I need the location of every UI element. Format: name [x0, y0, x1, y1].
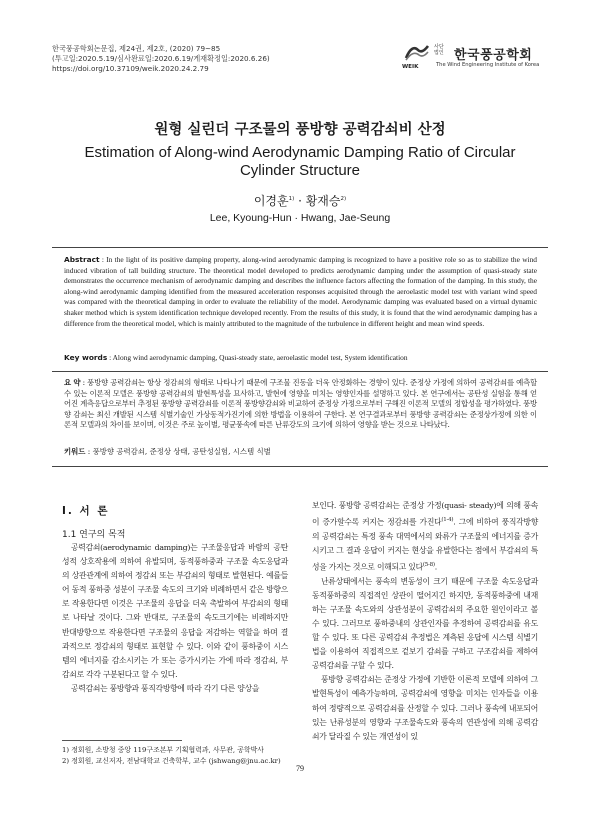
body-text: . 그에 비하여 풍직각방향의 공력감쇠는 특정 풍속 대역에서의 와류가 구조물의 에너지를 증가시키고 그 결과 응답이 커지는 현상을 유발한다는 점에서 부감쇠의 특성을 가지는 것으로 이해되고 있다: [312, 517, 539, 572]
society-name-en: The Wind Engineering Institute of Korea: [436, 62, 540, 68]
korean-abstract-text: : 풍방향 공력감쇠는 항상 정감쇠의 형태로 나타나기 때문에 구조물 진동을 더욱 안정화하는 경향이 있다. 준정상 가정에 의하여 공력감쇠를 예측할 수 있는 이론적 모델은 풍방향 공력감쇠의 발현특성을 묘사하고, 발현에 영향을 미치는 영향인자를 설명하고 있다. 본 연구에서는 공탄성 실험을 통해 얻어진 계측응답으로부터 추정된 풍방향 공력감쇠를 이론적 풍방향감쇠와 비교하여 준정상 가정으로부터 구해진 이론적 모델의 정합성을 평가하였다. 풍방향 감쇠는 최신 개발된 시스템 식별기술인 가상동적가진기에 의한 방법을 이용하여 구한다. 본 연구결과로부터 풍방향 공력감쇠는 준정상가정에 의한 이론적 모델과의 차이를 보이며, 이것은 주로 높이별, 평균풍속에 따른 난류강도의 크기에 의하여 영향을 받는 것으로 나타났다.: [64, 378, 537, 430]
footnotes: [62, 745, 292, 766]
body-paragraph: 공력감쇠(aerodynamic damping)는 구조물응답과 바람의 공탄성적 상호작용에 의하여 유발되며, 동적풍하중과 구조물 속도응답과의 상관관계에 의하여 정감쇠 또는 부감쇠의 형태로 발현된다. 예를들어 동적 풍하중 성분이 구조물 속도의 크기와 비례하면서 같은 방향으로 작용한다면 이것은 구조물의 응답을 더욱 촉발하여 부감쇠의 형태로 나타날 것이다. 그와 반대로, 구조물의 속도크기에는 비례하지만 반대방향으로 작용한다면 구조물의 응답을 저감하는 역할을 하며 결과적으로 정감쇠의 형태로 표현할 수 있다. 이와 같이 풍하중이 시스템의 에너지를 감소시키는 가 또는 증가시키는 가에 따라 정감쇠, 부감쇠로 각각 구분된다고 할 수 있다.: [62, 543, 288, 679]
page-number: 79: [296, 764, 304, 773]
abstract-bottom-rule: [52, 466, 548, 467]
keywords-en: [64, 353, 537, 363]
authors-ko: [0, 192, 600, 209]
body-paragraph: 공력감쇠는 풍방향과 풍직각방향에 따라 각기 다른 양상을: [71, 683, 260, 693]
left-column: [62, 541, 288, 696]
korean-abstract-label: 요 약: [64, 378, 81, 387]
doi-link[interactable]: https://doi.org/10.37109/weik.2020.24.2.79: [52, 64, 209, 73]
authors-en: Lee, Kyoung-Hun · Hwang, Jae-Seung: [209, 212, 391, 224]
keywords-ko: [64, 447, 537, 457]
abstract-text: : In the light of its positive damping property, along-wind aerodynamic damping is recognized to have a positive role so as to stabilize the wind induced vibration of tall building structure. The theoretical model developed to predicts aerodynamic damping under the assumption of quasi-steady state demonstrates the occurrence mechanism of aerodynamic damping and describes the influence factors affecting the formation of the damping. In this study, the along-wind aerodynamic damping identified from the measured acceleration responses acquisited through the aeroelastic model test with variant wind speed was compared with the theoretical damping in order to evaluate the reliability of the model. Aerodynamic damping was evaluated based on a virtual dynamic shaker method which is system identification technique developed recently. From the results of this study, it is found that the wind aerodynamic damping has a difference from the theoretical model, which is mainly attributed to the magnitude of the turbulence in different height and mean wind speeds.: [64, 255, 537, 328]
keywords-en-label: Key words: [64, 353, 108, 362]
abstract: [64, 255, 537, 329]
society-emblem-icon: [404, 42, 430, 62]
logo-corp-label: 사단 법인: [434, 44, 444, 56]
society-acronym: WEIK: [402, 64, 419, 70]
author-2-marker: 2): [340, 196, 347, 202]
subsection-title: 1.1 연구의 목적: [62, 530, 126, 540]
society-name: 한국풍공학회: [454, 48, 533, 63]
abstract-mid-rule: [52, 371, 548, 372]
journal-header: [52, 44, 270, 74]
keywords-ko-label: 키워드: [64, 447, 86, 456]
footnote-rule: [62, 740, 182, 741]
keywords-ko-text: : 풍방향 공력감쇠, 준정상 상태, 공탄성실험, 시스템 식별: [85, 447, 271, 456]
korean-abstract: [64, 378, 537, 431]
author-1-marker: 1): [288, 196, 295, 202]
journal-citation: 한국풍공학회논문집, 제24권, 제2호, (2020) 79~85: [52, 44, 221, 53]
author-2-ko: · 황재승: [294, 194, 341, 208]
paper-title-ko: 원형 실린더 구조물의 풍방향 공력감쇠비 산정: [154, 122, 446, 138]
submission-dates: (투고일:2020.5.19/심사완료일:2020.6.19/게재확정일:2020.6.26): [52, 54, 270, 63]
footnote-1: 1) 정회원, 소방청 중앙 119구조본부 기획협력과, 사무관, 공학박사: [62, 746, 264, 754]
keywords-en-text: : Along wind aerodynamic damping, Quasi-steady state, aeroelastic model test, System identification: [107, 353, 408, 362]
body-text: 보인다. 풍방향 공력감쇠는 준정상 가정(quasi- steady)에 의해 풍속이 증가할수록 커지는 정감쇠를 가진다: [312, 501, 538, 527]
body-paragraph: 풍방향 공력감쇠는 준정상 가정에 기반한 이론적 모델에 의하여 그 발현특성이 예측가능하며, 공력감쇠에 영향을 미치는 인자들을 이용하여 정량적으로 공력감쇠를 산정할 수 있다. 그러나 풍속에 내포되어 있는 난류성분의 영향과 구조물속도와 풍속의 연관성에 의해 공력감쇠가 달라질 수 있는 개연성이 있: [312, 675, 538, 741]
society-logo: [402, 40, 542, 80]
body-paragraph: [312, 499, 538, 575]
section-title: I. 서 론: [62, 505, 110, 517]
citation-ref: (1-4): [441, 517, 454, 524]
footnote-2: 2) 정회원, 교신저자, 전남대학교 건축학부, 교수 (jshwang@jnu.ac.kr): [62, 756, 281, 765]
body-paragraph: 난류상태에서는 풍속의 변동성이 크기 때문에 구조물 속도응답과 동적풍하중의 직접적인 상관이 떨어지긴 하지만, 동적풍하중에 내재하는 구조물 속도와의 상관성분이 공력감쇠의 주요한 원인이라고 볼 수 있다. 그러므로 풍하중내의 상관인자를 추정하여 공력감쇠를 유도할 수 있다. 또 다른 공력감쇠 추정법은 계측된 응답에 시스템 식별기법을 이용하여 직접적으로 겉보기 감쇠를 구하고 구조감쇠를 제하여 공력감쇠를 구할 수 있다.: [312, 576, 538, 671]
right-column: [312, 499, 538, 744]
abstract-top-rule: [52, 247, 548, 248]
abstract-label: Abstract: [64, 255, 100, 264]
paper-title-en: Estimation of Along-wind Aerodynamic Damping Ratio of Circular Cylinder Structure: [84, 144, 516, 179]
author-1-ko: 이경훈: [253, 194, 289, 208]
citation-ref: (5-8): [422, 561, 435, 568]
body-text: .: [434, 562, 437, 572]
